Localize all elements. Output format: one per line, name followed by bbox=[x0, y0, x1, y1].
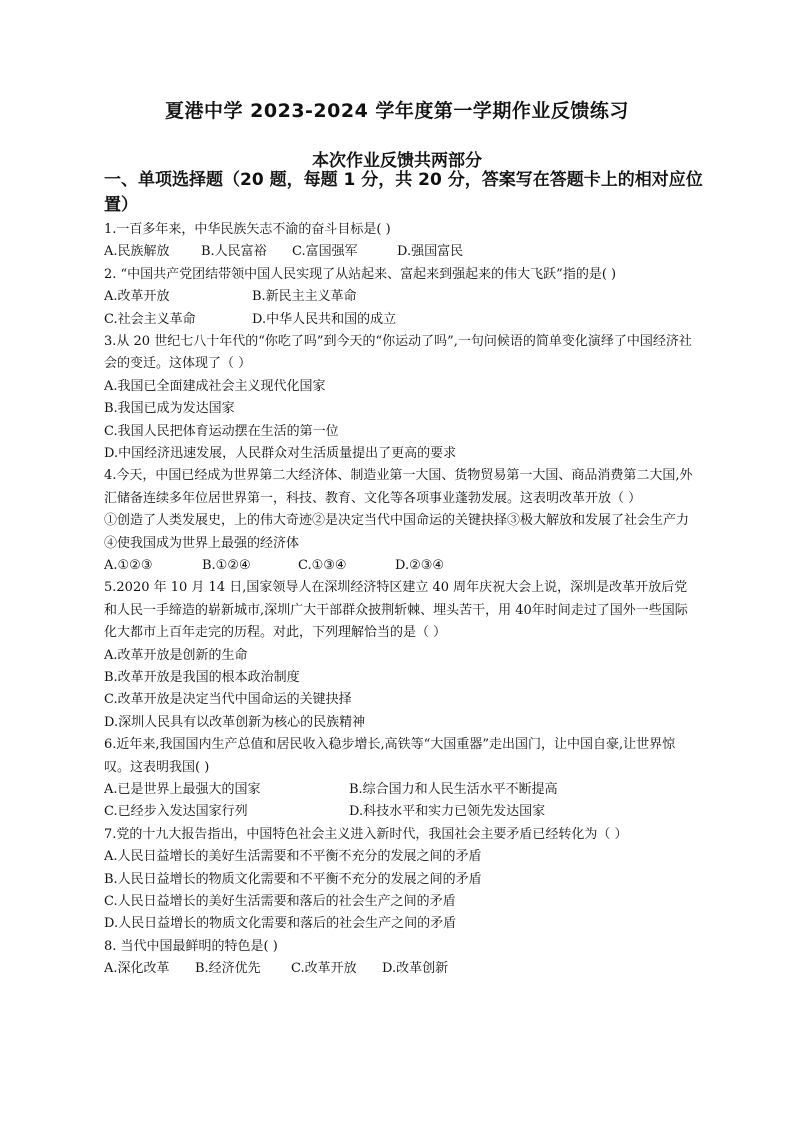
option: B.人民日益增长的物质文化需要和不平衡不充分的发展之间的矛盾 bbox=[104, 871, 482, 887]
option: D.强国富民 bbox=[397, 244, 464, 260]
option: D.科技水平和实力已领先发达国家 bbox=[349, 804, 546, 820]
option: B.改革开放是我国的根本政治制度 bbox=[104, 669, 300, 685]
option: B.综合国力和人民生活水平不断提高 bbox=[349, 781, 558, 797]
question-2-options bbox=[104, 286, 694, 308]
option: D.人民日益增长的物质文化需要和落后的社会生产之间的矛盾 bbox=[104, 916, 457, 932]
option: D.②③④ bbox=[395, 557, 445, 573]
option: C.①③④ bbox=[298, 557, 347, 573]
option: A.民族解放 bbox=[104, 244, 170, 260]
option: A.深化改革 bbox=[104, 961, 170, 977]
question-8-options bbox=[104, 958, 694, 980]
option: C.富国强军 bbox=[292, 244, 358, 260]
option: B.人民富裕 bbox=[201, 244, 267, 260]
option: A.人民日益增长的美好生活需要和不平衡不充分的发展之间的矛盾 bbox=[104, 849, 482, 865]
question-list bbox=[104, 219, 694, 980]
option: D.中华人民共和国的成立 bbox=[252, 311, 397, 327]
option: B.新民主主义革命 bbox=[252, 289, 357, 305]
option: D.改革创新 bbox=[382, 961, 449, 977]
option: A.我国已全面建成社会主义现代化国家 bbox=[104, 378, 326, 394]
option: B.经济优先 bbox=[195, 961, 261, 977]
option: B.①②④ bbox=[202, 557, 251, 573]
question-2-options bbox=[104, 309, 694, 331]
question-6-options bbox=[104, 779, 694, 801]
question-6-options bbox=[104, 801, 694, 823]
option: C.已经步入发达国家行列 bbox=[104, 804, 248, 820]
exam-subtitle: 本次作业反馈共两部分 bbox=[312, 151, 482, 171]
section-heading: 一、单项选择题（20 题，每题 1 分，共 20 分，答案写在答题卡上的相对应位置） bbox=[104, 170, 703, 215]
question-4-stem: 4.今天，中国已经成为世界第二大经济体、制造业第一大国、货物贸易第一大国、商品消费第二大国,外汇储备连续多年位居世界第一，科技、教育、文化等各项事业蓬勃发展。这表明改革开放（ ） bbox=[104, 468, 693, 506]
option: A.①②③ bbox=[104, 557, 153, 573]
question-2-stem: 2. “中国共产党团结带领中国人民实现了从站起来、富起来到强起来的伟大飞跃”指的是( ) bbox=[104, 266, 617, 282]
option: C.改革开放 bbox=[291, 961, 357, 977]
question-5-stem: 5.2020 年 10 月 14 日,国家领导人在深圳经济特区建立 40 周年庆祝大会上说，深圳是改革开放后党和人民一手缔造的崭新城市,深圳广大干部群众披荆斩棘、埋头苦干，用 40年时间走过了国外一些国际化大都市上百年走完的历程。对此，下列理解恰当的是（ ） bbox=[104, 580, 688, 641]
option: A.改革开放是创新的生命 bbox=[104, 647, 248, 663]
option: A.改革开放 bbox=[104, 289, 170, 305]
question-6-stem: 6.近年来,我国国内生产总值和居民收入稳步增长,高铁等“大国重器”走出国门，让中国自豪,让世界惊叹。这表明我国( ) bbox=[104, 737, 676, 775]
option: A.已是世界上最强大的国家 bbox=[104, 781, 261, 797]
question-7-stem: 7.党的十九大报告指出，中国特色社会主义进入新时代，我国社会主要矛盾已经转化为（ ） bbox=[104, 826, 628, 842]
question-1-stem: 1.一百多年来，中华民族矢志不渝的奋斗目标是( ) bbox=[104, 222, 391, 237]
question-4-statements: ①创造了人类发展史，上的伟大奇迹②是决定当代中国命运的关键抉择③极大解放和发展了社会生产力④使我国成为世界上最强的经济体 bbox=[104, 513, 690, 551]
question-1-options bbox=[104, 241, 694, 263]
question-4-options bbox=[104, 555, 694, 577]
option: B.我国已成为发达国家 bbox=[104, 401, 235, 417]
option: C.人民日益增长的美好生活需要和落后的社会生产之间的矛盾 bbox=[104, 893, 456, 909]
option: C.改革开放是决定当代中国命运的关键抉择 bbox=[104, 692, 352, 708]
option: C.我国人民把体育运动摆在生活的第一位 bbox=[104, 423, 339, 439]
option: D.深圳人民具有以改革创新为核心的民族精神 bbox=[104, 714, 366, 730]
exam-title: 夏港中学 2023-2024 学年度第一学期作业反馈练习 bbox=[165, 100, 629, 122]
option: C.社会主义革命 bbox=[104, 311, 196, 327]
question-3-stem: 3.从 20 世纪七八十年代的“你吃了吗”到今天的“你运动了吗”,一句问候语的简单变化演绎了中国经济社会的变迁。这体现了（ ） bbox=[104, 333, 692, 372]
question-8-stem: 8. 当代中国最鲜明的特色是( ) bbox=[104, 938, 278, 954]
option: D.中国经济迅速发展，人民群众对生活质量提出了更高的要求 bbox=[104, 445, 457, 461]
